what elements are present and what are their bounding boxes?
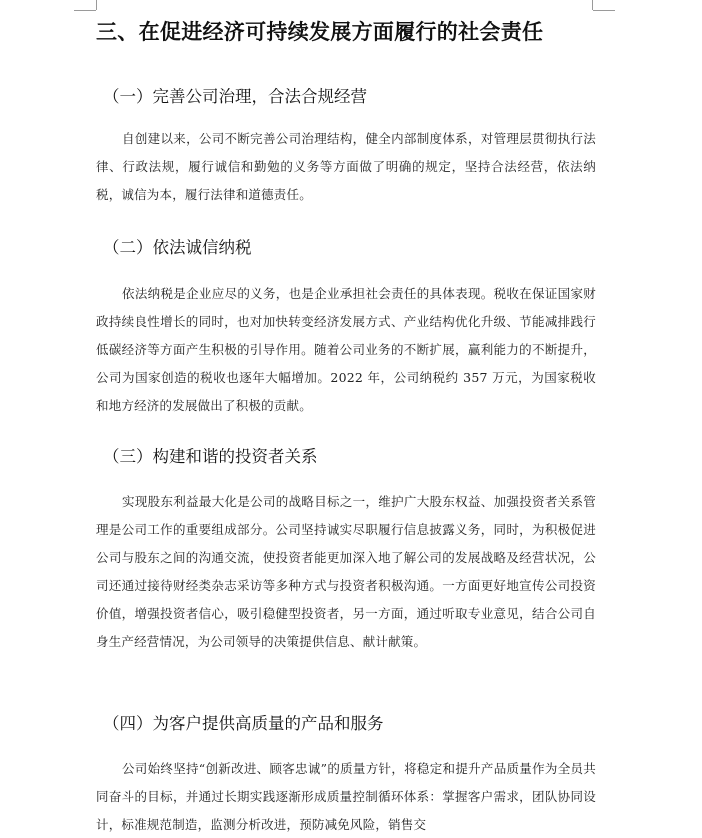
section-paragraph-governance: 自创建以来，公司不断完善公司治理结构，健全内部制度体系，对管理层贯彻执行法律、行政法规，履行诚信和勤勉的义务等方面做了明确的规定，坚持合法经营，依法纳税，诚信为本，履行法律和道德责任。 — [96, 131, 596, 202]
section-heading-investor-relations: （三）构建和谐的投资者关系 — [103, 447, 318, 466]
crop-mark-left-horizontal — [74, 10, 96, 11]
section-heading-tax: （二）依法诚信纳税 — [103, 238, 252, 257]
section-paragraph-investor-relations: 实现股东利益最大化是公司的战略目标之一，维护广大股东权益、加强投资者关系管理是公司工作的重要组成部分。公司坚持诚实尽职履行信息披露义务，同时，为积极促进公司与股东之间的沟通交流，使投资者能更加深入地了解公司的发展战略及经营状况，公司还通过接待财经类杂志采访等多种方式与投资者积极沟通。一方面更好地宣传公司投资价值，增强投资者信心，吸引稳健型投资者，另一方面，通过听取专业意见，结合公司自身生产经营情况，为公司领导的决策提供信息、献计献策。 — [96, 494, 596, 649]
section-heading-customer-quality: （四）为客户提供高质量的产品和服务 — [103, 714, 384, 733]
section-paragraph-customer-quality: 公司始终坚持“创新改进、顾客忠诚”的质量方针，将稳定和提升产品质量作为全员共同奋斗的目标，并通过长期实践逐渐形成质量控制循环体系：掌握客户需求，团队协同设计，标准规范制造，监测分析改进，预防减免风险，销售交 — [96, 761, 596, 832]
section-heading-governance: （一）完善公司治理，合法合规经营 — [103, 87, 367, 106]
section-paragraph-tax: 依法纳税是企业应尽的义务，也是企业承担社会责任的具体表现。税收在保证国家财政持续良性增长的同时，也对加快转变经济发展方式、产业结构优化升级、节能减排践行低碳经济等方面产生积极的引导作用。随着公司业务的不断扩展，赢利能力的不断提升，公司为国家创造的税收也逐年大幅增加。2022 年，公司纳税约 357 万元，为国家税收和地方经济的发展做出了积极的贡献。 — [96, 286, 596, 413]
crop-mark-right-horizontal — [593, 10, 615, 11]
crop-mark-right-vertical — [592, 0, 593, 10]
crop-mark-left-vertical — [96, 0, 97, 10]
page-title: 三、在促进经济可持续发展方面履行的社会责任 — [96, 20, 544, 44]
